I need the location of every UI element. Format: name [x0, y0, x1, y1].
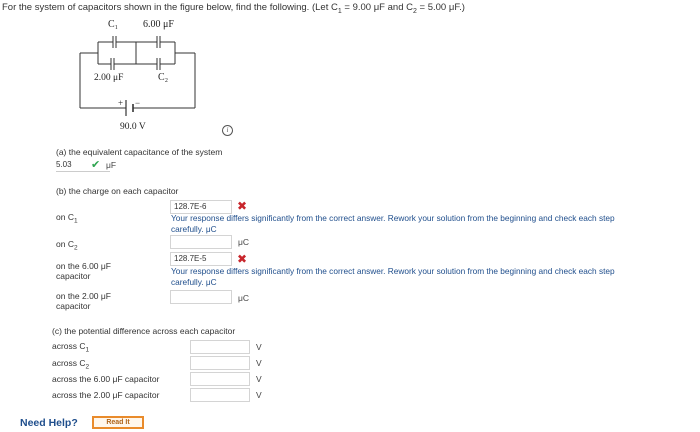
part-a-unit: μF — [106, 160, 117, 170]
checkmark-icon: ✔ — [91, 159, 101, 171]
charge-2uf-unit: μC — [238, 293, 250, 303]
c1-value: = 9.00 μF and C — [341, 2, 413, 13]
figure-label-6uf: 6.00 μF — [143, 19, 174, 30]
part-b-question: (b) the charge on each capacitor — [56, 186, 179, 196]
c1-subscript: 1 — [337, 7, 342, 15]
across-c2-sub: 2 — [85, 363, 90, 371]
label-on-c1 — [56, 212, 78, 225]
label-on-6uf-line1: on the 6.00 μF — [56, 261, 111, 271]
across-c2-label — [52, 358, 89, 371]
charge-6uf-input[interactable]: 128.7E-5 — [170, 252, 232, 266]
feedback-6uf-line1: Your response differs significantly from the correct answer. Rework your solution from the beginning and check each step — [171, 266, 615, 276]
cross-icon: ✖ — [237, 199, 248, 213]
on-c1-sub: 1 — [73, 217, 78, 225]
part-c-question: (c) the potential difference across each capacitor — [52, 326, 236, 336]
read-it-button[interactable]: Read It — [92, 416, 144, 429]
on-c2-text: on C — [56, 239, 74, 249]
figure-label-voltage: 90.0 V — [120, 122, 146, 132]
voltage-c1-unit: V — [256, 342, 262, 352]
label-on-2uf-line1: on the 2.00 μF — [56, 291, 111, 301]
charge-c2-input[interactable] — [170, 235, 232, 249]
across-6uf-label: across the 6.00 μF capacitor — [52, 374, 160, 384]
figure-label-c2: C₂ — [158, 72, 169, 83]
info-icon[interactable]: i — [222, 125, 233, 136]
across-c1-label — [52, 341, 89, 354]
battery-minus: − — [135, 98, 141, 108]
label-on-6uf-line2: capacitor — [56, 271, 91, 281]
voltage-6uf-unit: V — [256, 374, 262, 384]
problem-intro: For the system of capacitors shown in the figure below, find the following. (Let C — [2, 2, 338, 13]
across-c1-text: across C — [52, 341, 86, 351]
across-c1-sub: 1 — [85, 346, 90, 354]
circuit-figure — [70, 16, 205, 136]
on-c1-text: on C — [56, 212, 74, 222]
figure-label-2uf: 2.00 μF — [94, 73, 124, 83]
feedback-c1-line2: carefully. μC — [171, 224, 217, 234]
charge-c1-input[interactable]: 128.7E-6 — [170, 200, 232, 214]
c2-value: = 5.00 μF.) — [416, 2, 465, 13]
voltage-c2-input[interactable] — [190, 356, 250, 370]
battery-plus: + — [118, 98, 124, 108]
across-2uf-label: across the 2.00 μF capacitor — [52, 390, 160, 400]
voltage-c2-unit: V — [256, 358, 262, 368]
feedback-c1-line1: Your response differs significantly from the correct answer. Rework your solution from the beginning and check each step — [171, 213, 615, 223]
need-help-label: Need Help? — [20, 417, 78, 429]
cross-icon: ✖ — [237, 252, 248, 266]
feedback-6uf-line2: carefully. μC — [171, 277, 217, 287]
part-a-answer[interactable]: 5.03 — [56, 159, 110, 172]
c2-subscript: 2 — [412, 7, 417, 15]
voltage-c1-input[interactable] — [190, 340, 250, 354]
part-a-question: (a) the equivalent capacitance of the system — [56, 147, 223, 157]
charge-c2-unit: μC — [238, 237, 250, 247]
label-on-c2 — [56, 239, 78, 252]
figure-label-c1: C₁ — [108, 19, 119, 30]
charge-2uf-input[interactable] — [170, 290, 232, 304]
voltage-6uf-input[interactable] — [190, 372, 250, 386]
label-on-2uf-line2: capacitor — [56, 301, 91, 311]
problem-statement — [2, 2, 465, 15]
voltage-2uf-unit: V — [256, 390, 262, 400]
voltage-2uf-input[interactable] — [190, 388, 250, 402]
across-c2-text: across C — [52, 358, 86, 368]
on-c2-sub: 2 — [73, 244, 78, 252]
